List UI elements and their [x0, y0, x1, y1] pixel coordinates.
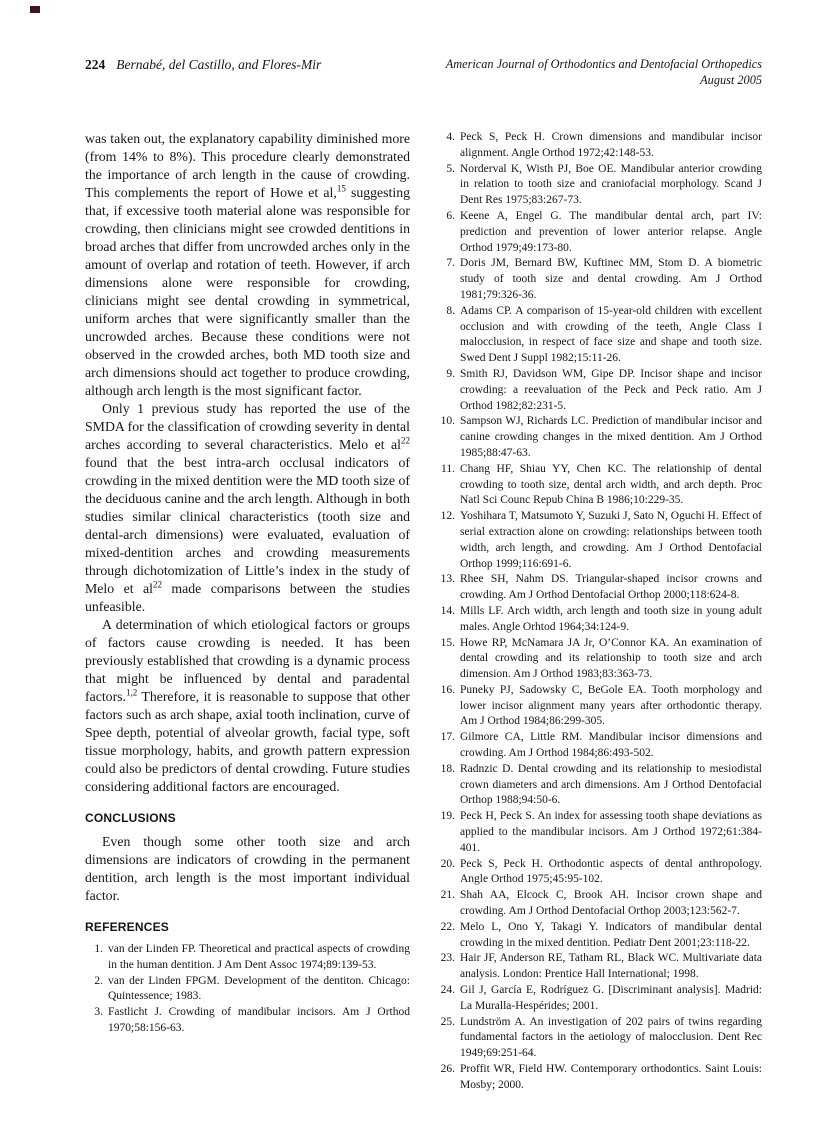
reference-number: 16. [440, 683, 455, 696]
body-paragraph: A determination of which etiological factors or groups of factors cause crowding is needed. It has been previously established that crowding is a dynamic process that might be influenced by dental and paradental factors.$^{1,2}$ Therefore, it is reasonable to suppose that other factors such as arch shape, axial tooth inclination, curve of Spee depth, potential of alveolar growth, facial type, soft tissue morphology, habits, and growth pattern expression could also be predictors of dental crowding. Future studies considering additional factors are encouraged. [85, 617, 410, 794]
reference-item [85, 974, 410, 1006]
reference-text: Yoshihara T, Matsumoto Y, Suzuki J, Sato N, Oguchi H. Effect of serial extraction alone on crowding: relationships between tooth width, arch length, and crowding. Am J Orthod Dentofacial Orthop 1999;116:691-6. [460, 510, 762, 570]
reference-text: Norderval K, Wisth PJ, Boe OE. Mandibular anterior crowding in relation to tooth size and craniofacial morphology. Scand J Dent Res 1975;83:267-73. [460, 162, 762, 207]
reference-item [437, 888, 762, 920]
reference-text: Proffit WR, Field HW. Contemporary orthodontics. Saint Louis: Mosby; 2000. [460, 1063, 762, 1091]
reference-item [437, 1015, 762, 1062]
reference-text: Melo L, Ono Y, Takagi Y. Indicators of mandibular dental crowding in the mixed dentition. Pediatr Dent 2001;23:118-22. [460, 920, 762, 949]
page-number: 224 [85, 57, 106, 72]
reference-text: Radnzic D. Dental crowding and its relationship to mesiodistal crown diameters and arch dimensions. Am J Orthod Dentofacial Orthop 1988;94:50-6. [460, 762, 762, 807]
reference-item [437, 762, 762, 809]
reference-item [437, 920, 762, 952]
reference-item [437, 509, 762, 572]
reference-number: 6. [446, 209, 455, 222]
reference-item [437, 809, 762, 856]
reference-item [437, 983, 762, 1015]
reference-text: van der Linden FP. Theoretical and practical aspects of crowding in the human dentition. J Am Dent Assoc 1974;89:139-53. [108, 943, 410, 971]
right-column [437, 130, 762, 1094]
reference-text: Sampson WJ, Richards LC. Prediction of mandibular incisor and canine crowding changes in the mixed dentition. Am J Orthod 1985;88:47-63. [460, 415, 762, 459]
reference-number: 19. [440, 810, 455, 823]
body-text [85, 130, 410, 796]
reference-item [437, 414, 762, 461]
running-head-right [446, 56, 762, 88]
reference-text: Howe RP, McNamara JA Jr, O’Connor KA. An examination of dental crowding and its relationship to tooth size and arch dimension. Am J Orthod 1983;83:363-73. [460, 636, 762, 681]
references-list-left [85, 942, 410, 1037]
reference-item [437, 162, 762, 209]
reference-number: 23. [440, 952, 455, 965]
two-column-body [85, 130, 762, 1094]
reference-text: Shah AA, Elcock C, Brook AH. Incisor crown shape and crowding. Am J Orthod Dentofacial Orthop 2003;123:562-7. [460, 889, 762, 918]
reference-item [437, 857, 762, 889]
reference-text: Gilmore CA, Little RM. Mandibular incisor dimensions and crowding. Am J Orthod 1984;86:493-502. [460, 731, 762, 760]
citation-superscript: 22 [152, 579, 162, 590]
reference-text: Chang HF, Shiau YY, Chen KC. The relationship of dental crowding to tooth size, dental arch width, and arch depth. Proc Natl Sci Counc Repub China B 1986;10:229-35. [460, 462, 762, 507]
reference-item [437, 1062, 762, 1094]
reference-text: van der Linden FPGM. Development of the dentiton. Chicago: Quintessence; 1983. [108, 974, 410, 1003]
reference-number: 11. [441, 462, 455, 475]
reference-text: Peck S, Peck H. Orthodontic aspects of dental anthropology. Angle Orthod 1975;45:95-102. [460, 857, 762, 886]
reference-number: 15. [440, 636, 455, 649]
reference-number: 21. [440, 889, 455, 902]
reference-number: 14. [440, 604, 455, 617]
reference-number: 5. [446, 162, 455, 175]
reference-item [437, 730, 762, 762]
reference-number: 17. [440, 731, 455, 744]
reference-number: 20. [440, 857, 455, 870]
body-paragraph: was taken out, the explanatory capability diminished more (from 14% to 8%). This procedure clearly demonstrated the importance of arch length in the cause of crowding. This complements the report of Howe et al,$^{15}$ suggesting that, if excessive tooth material alone was responsible for crowding, then clinicians might see crowded dentitions in broad arches that differ from uncrowded arches only in the amount of overlap and rotation of teeth. However, if arch dimensions alone were responsible for crowding, clinicians might see dental crowding in symmetrical, uniform arches that were significantly smaller than the uncrowded arches. Because these conditions were not observed in the crowded arches, both MD tooth size and arch dimensions should act together to produce crowding, although arch length is the most significant factor. [85, 131, 410, 398]
page-header [85, 56, 762, 88]
reference-number: 13. [440, 573, 455, 586]
reference-number: 9. [446, 367, 455, 380]
issue-date: August 2005 [700, 73, 762, 87]
citation-superscript: 15 [336, 183, 346, 194]
reference-number: 12. [440, 510, 455, 523]
reference-item [437, 604, 762, 636]
reference-item [85, 942, 410, 974]
reference-text: Hair JF, Anderson RE, Tatham RL, Black WC. Multivariate data analysis. London: Prentice Hall International; 1998. [460, 952, 762, 981]
reference-number: 3. [94, 1006, 103, 1019]
reference-item [437, 683, 762, 730]
reference-text: Keene A, Engel G. The mandibular dental arch, part IV: prediction and prevention of lower anterior relapse. Angle Orthod 1979;49:173-80. [460, 209, 762, 254]
reference-number: 2. [94, 974, 103, 987]
reference-item [437, 130, 762, 162]
citation-superscript: 1,2 [126, 687, 138, 698]
reference-item [437, 572, 762, 604]
reference-item [437, 636, 762, 683]
reference-text: Gil J, García E, Rodríguez G. [Discriminant analysis]. Madrid: La Muralla-Hespérides; 2001. [460, 984, 762, 1012]
conclusions-paragraph: Even though some other tooth size and arch dimensions are indicators of crowding in the permanent dentition, arch length is the most important individual factor. [85, 834, 410, 903]
references-heading: REFERENCES [85, 920, 170, 934]
reference-item [437, 304, 762, 367]
reference-item [437, 951, 762, 983]
reference-text: Peck H, Peck S. An index for assessing tooth shape deviations as applied to the mandibular incisors. Am J Orthod 1972;61:384-401. [460, 810, 762, 854]
left-column [85, 130, 410, 1094]
body-paragraph: Only 1 previous study has reported the use of the SMDA for the classification of crowding severity in dental arches according to several characteristics. Melo et $al^{22}$ found that the best intra-arch occlusal indicators of crowding in the mixed dentition were the MD tooth size of the deciduous canine and the arch length. Although in both studies similar clinical characteristics (tooth size and dental-arch dimensions) were evaluated, evaluation of mixed-dentition arches and crowding measurements through dichotomization of Little’s index in the study of Melo et $al^{22}$ made comparisons between the studies unfeasible. [85, 401, 410, 614]
reference-number: 18. [440, 762, 455, 775]
reference-text: Puneky PJ, Sadowsky C, BeGole EA. Tooth morphology and lower incisor alignment many years after orthodontic therapy. Am J Orthod 1984;86:299-305. [460, 683, 762, 728]
reference-number: 10. [440, 415, 455, 428]
running-authors: Bernabé, del Castillo, and Flores-Mir [116, 57, 322, 72]
reference-item [437, 462, 762, 509]
scan-artifact-mark [30, 6, 40, 13]
reference-text: Doris JM, Bernard BW, Kuftinec MM, Stom D. A biometric study of tooth size and dental crowding. Am J Orthod 1981;79:326-36. [460, 257, 762, 301]
reference-text: Smith RJ, Davidson WM, Gipe DP. Incisor shape and incisor crowding: a reevaluation of the Peck and Peck ratio. Am J Orthod 1982;82:231-5. [460, 367, 762, 412]
reference-number: 7. [446, 257, 455, 270]
reference-number: 26. [440, 1063, 455, 1076]
reference-item [437, 367, 762, 414]
reference-number: 22. [440, 920, 455, 933]
reference-text: Fastlicht J. Crowding of mandibular incisors. Am J Orthod 1970;58:156-63. [108, 1006, 410, 1034]
reference-number: 25. [440, 1015, 455, 1028]
reference-item [85, 1005, 410, 1037]
journal-title: American Journal of Orthodontics and Dentofacial Orthopedics [445, 57, 762, 71]
reference-item [437, 256, 762, 303]
running-head-left [85, 56, 321, 73]
conclusions-heading: CONCLUSIONS [85, 811, 176, 825]
reference-item [437, 209, 762, 256]
references-list-right [437, 130, 762, 1094]
reference-text: Lundström A. An investigation of 202 pairs of twins regarding fundamental factors in the aetiology of malocclusion. Dent Rec 1949;69:251-64. [460, 1015, 762, 1060]
reference-text: Adams CP. A comparison of 15-year-old children with excellent occlusion and with crowding of the teeth, Angle Class I malocclusion, in respect of face size and shape and tooth size. Swed Dent J Suppl 1982;15:11-26. [460, 304, 762, 365]
reference-text: Rhee SH, Nahm DS. Triangular-shaped incisor crowns and crowding. Am J Orthod Dentofacial Orthop 2000;118:624-8. [460, 573, 762, 602]
reference-number: 8. [446, 304, 455, 317]
citation-superscript: 22 [401, 435, 410, 446]
reference-text: Peck S, Peck H. Crown dimensions and mandibular incisor alignment. Angle Orthod 1972;42:148-53. [460, 131, 762, 159]
reference-text: Mills LF. Arch width, arch length and tooth size in young adult males. Angle Orhtod 1964;34:124-9. [460, 604, 762, 633]
reference-number: 1. [94, 943, 103, 955]
reference-number: 4. [446, 131, 455, 143]
reference-number: 24. [440, 984, 455, 997]
